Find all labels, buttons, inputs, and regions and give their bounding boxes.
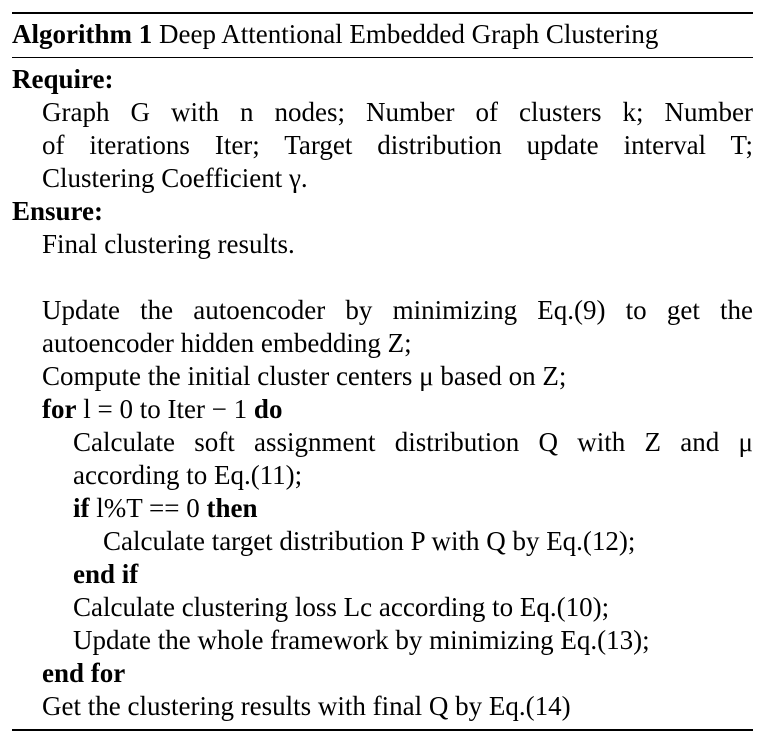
step-target-distribution: Calculate target distribution P with Q by Eq.(12); [103,526,636,556]
for-loop-header [12,393,753,426]
if-keyword: if [73,493,90,523]
blank-line [12,261,753,294]
step-update-framework: Update the whole framework by minimizing Eq.(13); [73,625,650,655]
for-condition: l = 0 to Iter − 1 [83,394,248,424]
algorithm-box [12,12,753,731]
algorithm-label: Algorithm 1 [12,19,153,49]
algorithm-body [12,58,753,723]
require-line-1: Graph G with n nodes; Number of clusters k; Number [42,97,753,127]
step-update-autoencoder-line-2: autoencoder hidden embedding Z; [42,328,412,358]
end-for-keyword: end for [42,658,126,688]
require-keyword: Require: [12,64,114,94]
algorithm-caption [12,14,753,51]
if-header [12,492,753,525]
if-condition: l%T == 0 [96,493,200,523]
step-clustering-loss: Calculate clustering loss Lc according to Eq.(10); [73,592,610,622]
bottom-rule [12,729,753,731]
step-update-autoencoder-line-1: Update the autoencoder by minimizing Eq.(9) to get the [42,295,753,325]
step-get-results: Get the clustering results with final Q by Eq.(14) [42,691,571,721]
require-line-2: of iterations Iter; Target distribution update interval T; [42,130,753,160]
step-initial-centers: Compute the initial cluster centers μ based on Z; [42,361,567,391]
end-if-keyword: end if [73,559,139,589]
for-keyword: for [42,394,77,424]
algorithm-title: Deep Attentional Embedded Graph Clustering [158,19,659,49]
require-line-3: Clustering Coefficient γ. [42,163,308,193]
step-soft-assignment-line-1: Calculate soft assignment distribution Q with Z and μ [73,427,753,457]
ensure-keyword: Ensure: [12,196,104,226]
then-keyword: then [206,493,258,523]
step-soft-assignment-line-2: according to Eq.(11); [73,460,303,490]
do-keyword: do [253,394,283,424]
ensure-line-1: Final clustering results. [42,229,295,259]
